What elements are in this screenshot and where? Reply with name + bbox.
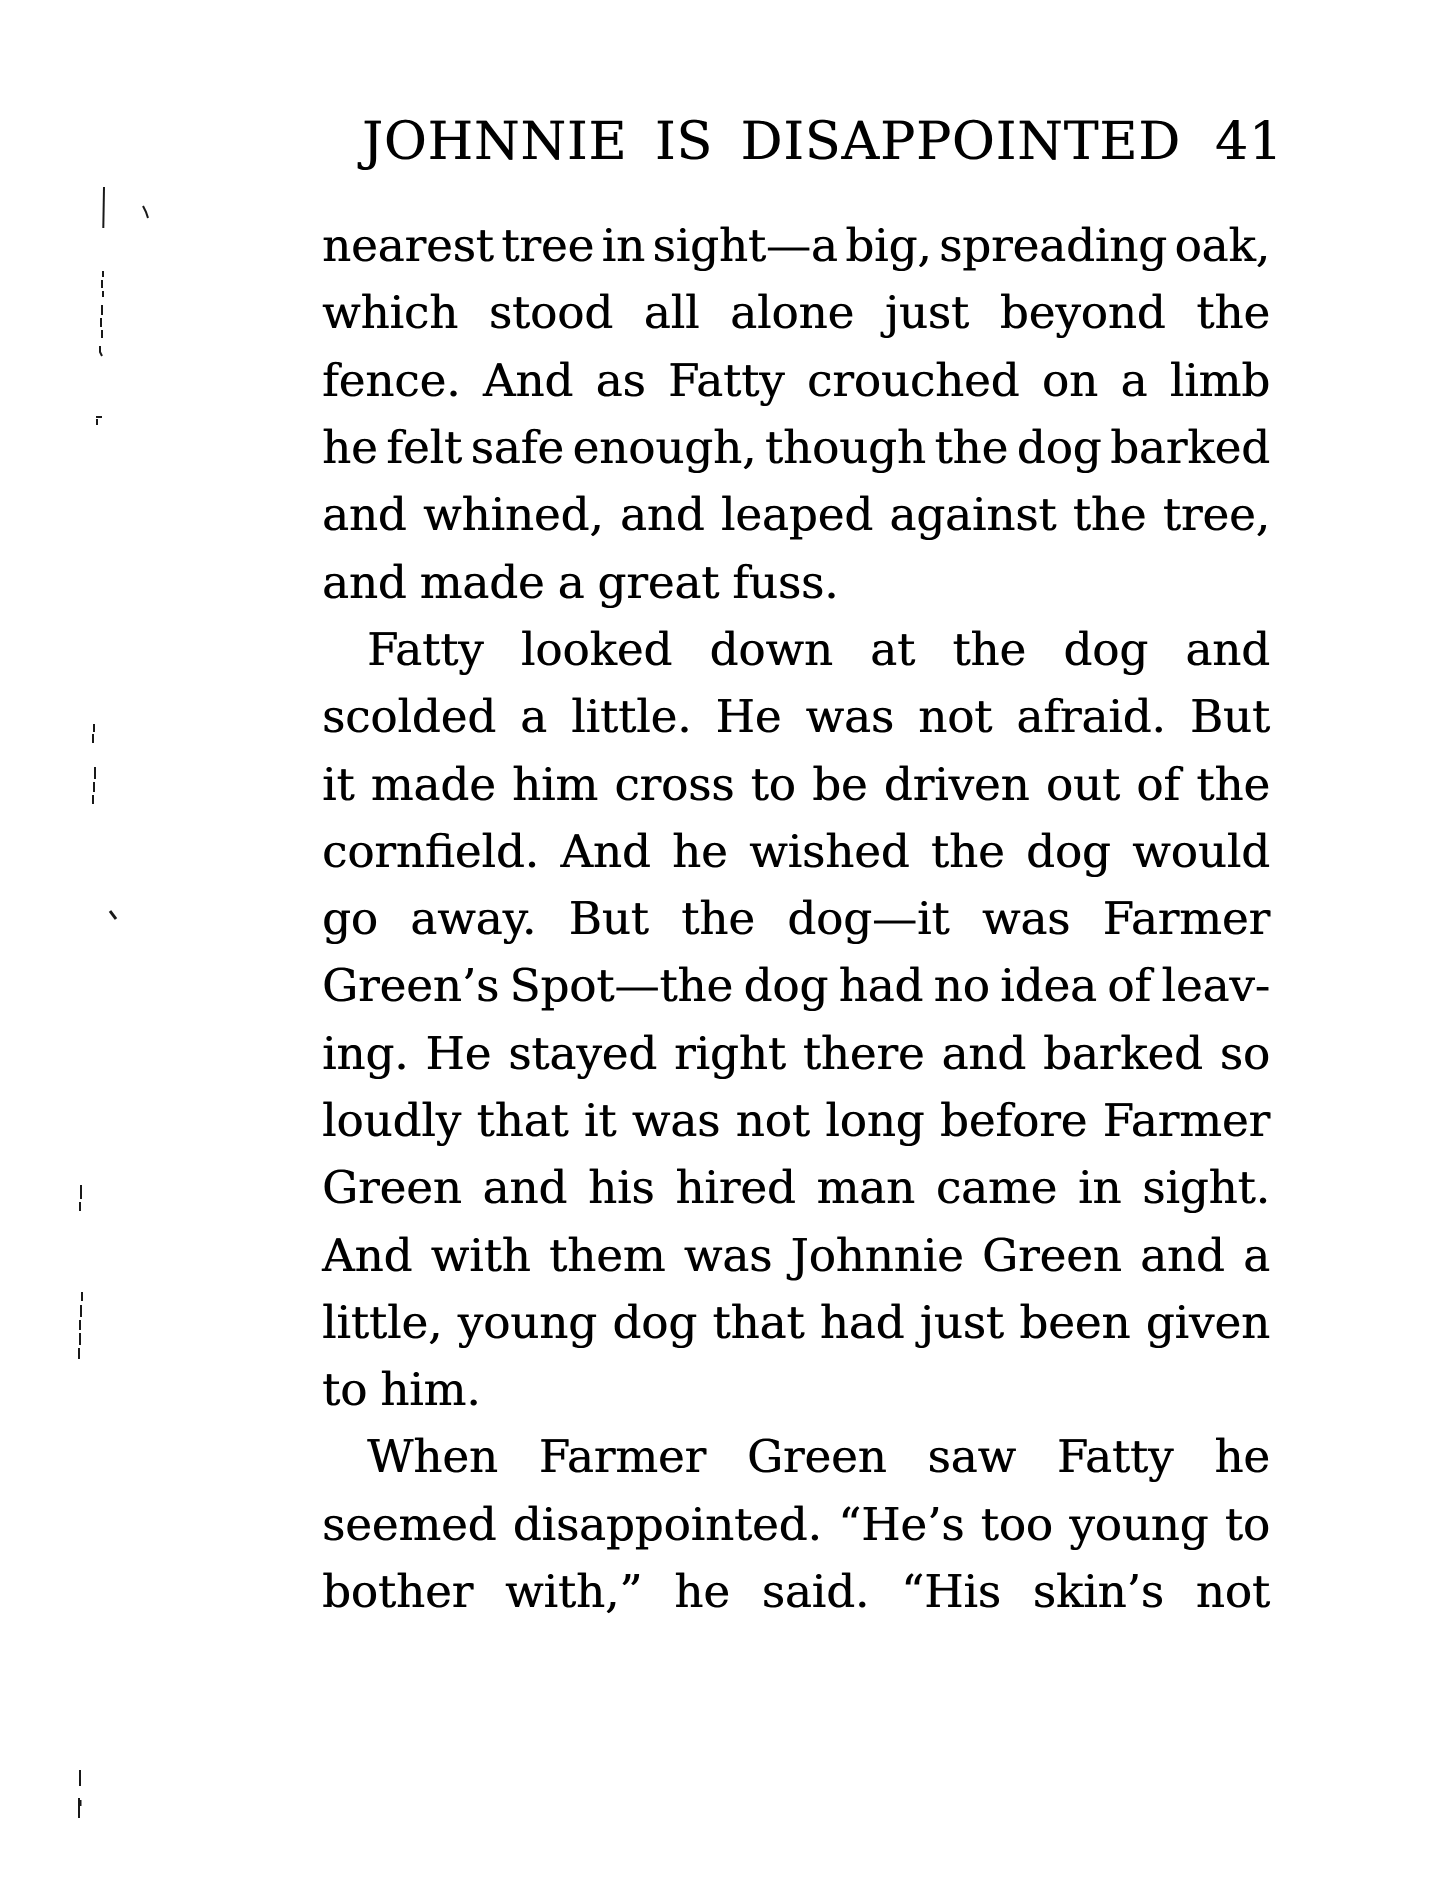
word: hired — [675, 1161, 796, 1215]
text-line — [322, 1289, 1270, 1356]
word: be — [812, 757, 868, 811]
word: bother — [322, 1565, 474, 1619]
word: in — [1078, 1161, 1122, 1215]
word: the — [934, 421, 1009, 475]
word: the — [681, 892, 755, 946]
word: He — [715, 690, 782, 744]
word: the — [952, 622, 1027, 676]
word: was — [631, 1094, 721, 1147]
word: away. — [410, 892, 537, 946]
word: Johnnie — [790, 1228, 964, 1282]
word: made — [370, 757, 496, 811]
word: been — [1019, 1295, 1131, 1349]
word: felt — [386, 421, 463, 475]
word: dog — [1026, 824, 1111, 878]
word: which — [322, 286, 459, 340]
word: so — [1219, 1026, 1270, 1080]
word: seemed — [322, 1497, 497, 1551]
word: not — [735, 1094, 810, 1147]
word: nearest — [322, 219, 494, 273]
word: But — [568, 892, 649, 946]
word: beyond — [999, 286, 1166, 340]
word: and — [482, 1161, 568, 1215]
word: and — [1185, 622, 1270, 676]
word: the — [1072, 488, 1147, 542]
word: him. — [380, 1363, 481, 1417]
word: he — [1214, 1430, 1270, 1484]
word: skin’s — [1032, 1565, 1164, 1619]
margin-artifact — [143, 206, 148, 218]
word: loudly — [322, 1094, 462, 1147]
text-line — [322, 885, 1270, 952]
word: he — [322, 421, 378, 475]
word: in — [601, 219, 646, 273]
word: not — [1195, 1565, 1270, 1619]
word: young — [1069, 1497, 1209, 1551]
text-line — [322, 347, 1270, 414]
word: And — [560, 824, 651, 878]
word: idea — [1000, 959, 1097, 1013]
word: safe — [470, 421, 564, 475]
word: But — [1189, 690, 1270, 744]
word: to — [750, 757, 796, 811]
word: the — [1196, 757, 1270, 811]
word: the — [930, 824, 1005, 878]
word: just — [884, 286, 969, 340]
word: man — [816, 1161, 915, 1215]
word: ing. — [322, 1026, 409, 1080]
word: though — [764, 421, 926, 475]
word: little, — [322, 1295, 443, 1349]
word: he — [672, 824, 728, 878]
word: and — [619, 488, 705, 542]
word: stood — [488, 286, 614, 340]
text-line — [322, 1020, 1270, 1087]
margin-artifact — [80, 1185, 81, 1211]
text-line — [322, 414, 1270, 481]
word: the — [1196, 286, 1270, 340]
text-line — [322, 1087, 1270, 1154]
text-line — [322, 481, 1270, 548]
word: barked — [1110, 421, 1270, 475]
word: and — [322, 555, 407, 609]
word: he — [674, 1565, 730, 1619]
word: crouched — [807, 353, 1020, 407]
word: against — [889, 488, 1057, 542]
text-line — [322, 1356, 1270, 1423]
word: Green — [982, 1228, 1122, 1282]
text-line — [367, 1423, 1270, 1490]
word: disappointed. — [512, 1497, 822, 1551]
word: saw — [927, 1430, 1016, 1484]
word: no — [933, 959, 990, 1013]
word: Farmer — [538, 1430, 707, 1484]
word: looked — [520, 622, 673, 676]
word: stayed — [508, 1026, 658, 1080]
word: great — [597, 555, 720, 609]
text-line — [322, 952, 1270, 1019]
text-line — [322, 683, 1270, 750]
word: of — [1136, 757, 1181, 811]
margin-artifact — [79, 1292, 82, 1359]
word: given — [1145, 1295, 1270, 1349]
word: go — [322, 892, 378, 946]
word: them — [549, 1228, 666, 1282]
word: there — [802, 1026, 925, 1080]
margin-artifact — [100, 346, 102, 356]
word: all — [643, 286, 700, 340]
margin-artifact — [103, 187, 104, 228]
word: as — [595, 353, 646, 407]
word: young — [457, 1295, 597, 1349]
word: sight—a — [652, 219, 838, 273]
text-line — [322, 212, 1270, 279]
word: Farmer — [1102, 892, 1270, 946]
word: enough, — [572, 421, 757, 475]
word: tree, — [1162, 488, 1270, 542]
text-line — [322, 750, 1270, 817]
word: with,” — [505, 1565, 643, 1619]
text-line — [367, 616, 1270, 683]
margin-artifact — [93, 767, 95, 804]
word: it — [322, 757, 355, 811]
word: scolded — [322, 690, 497, 744]
word: Farmer — [1102, 1094, 1270, 1147]
word: Green — [322, 1161, 462, 1215]
word: oak, — [1174, 219, 1270, 273]
word: And — [322, 1228, 413, 1282]
word: out — [1045, 757, 1120, 811]
chapter-title: JOHNNIE IS DISAPPOINTED — [362, 112, 1181, 172]
word: just — [919, 1295, 1004, 1349]
word: said. — [761, 1565, 870, 1619]
margin-artifact — [96, 417, 102, 425]
word: not — [918, 690, 993, 744]
word: before — [939, 1094, 1088, 1147]
word: his — [588, 1161, 655, 1215]
word: a — [1120, 353, 1148, 407]
word: cornfield. — [322, 824, 539, 878]
margin-artifact — [110, 911, 116, 919]
word: too — [980, 1497, 1053, 1551]
text-line — [322, 279, 1270, 346]
word: of — [1107, 959, 1151, 1013]
word: Fatty — [367, 622, 484, 676]
word: fuss. — [732, 555, 839, 609]
word: “He’s — [838, 1497, 965, 1551]
body-text — [322, 212, 1270, 1625]
word: would — [1132, 824, 1270, 878]
word: whined, — [422, 488, 604, 542]
word: alone — [730, 286, 855, 340]
word: him — [511, 757, 599, 811]
word: Green — [746, 1430, 887, 1484]
word: right — [674, 1026, 786, 1080]
word: He — [425, 1026, 492, 1080]
word: dog—it — [787, 892, 950, 946]
word: came — [935, 1161, 1058, 1215]
word: dog — [1063, 622, 1149, 676]
word: tree — [501, 219, 595, 273]
word: with — [430, 1228, 531, 1282]
word: dog — [612, 1295, 698, 1349]
word: “His — [901, 1565, 1001, 1619]
running-header — [322, 114, 1283, 170]
word: dog — [1016, 421, 1102, 475]
word: and — [322, 488, 407, 542]
word: down — [709, 622, 833, 676]
word: and — [941, 1026, 1027, 1080]
text-line — [322, 1154, 1270, 1221]
word: had — [838, 959, 924, 1013]
word: was — [683, 1228, 773, 1282]
word: little. — [571, 690, 692, 744]
word: to — [322, 1363, 368, 1417]
word: When — [367, 1430, 498, 1484]
word: Spot—the — [509, 959, 734, 1013]
word: barked — [1043, 1026, 1203, 1080]
text-line — [322, 1221, 1270, 1288]
word: had — [819, 1295, 905, 1349]
margin-artifact-group — [78, 187, 148, 1818]
word: was — [981, 892, 1071, 946]
margin-artifact — [78, 1800, 82, 1806]
word: spreading — [939, 219, 1167, 273]
margin-artifact — [93, 724, 94, 743]
word: that — [712, 1295, 805, 1349]
word: Fatty — [1056, 1430, 1174, 1484]
word: made — [419, 555, 545, 609]
page-number: 41 — [1214, 112, 1283, 172]
word: leaped — [720, 488, 874, 542]
word: sight. — [1142, 1161, 1270, 1215]
word: on — [1041, 353, 1098, 407]
word: wished — [749, 824, 910, 878]
word: leav- — [1161, 959, 1270, 1013]
word: a — [520, 690, 547, 744]
text-line — [322, 1491, 1270, 1558]
word: fence. — [322, 353, 461, 407]
text-line — [322, 1558, 1270, 1625]
word: cross — [614, 757, 735, 811]
text-line — [322, 548, 1270, 615]
word: long — [825, 1094, 925, 1147]
word: at — [870, 622, 916, 676]
word: afraid. — [1016, 690, 1166, 744]
word: it — [583, 1094, 617, 1147]
margin-artifact — [101, 305, 102, 338]
margin-artifact — [102, 271, 103, 297]
word: and — [1140, 1228, 1225, 1282]
word: Fatty — [667, 353, 785, 407]
word: driven — [883, 757, 1030, 811]
word: limb — [1169, 353, 1270, 407]
word: was — [805, 690, 894, 744]
word: big, — [845, 219, 932, 273]
word: And — [482, 353, 574, 407]
word: Green’s — [322, 959, 500, 1013]
word: a — [1243, 1228, 1270, 1282]
word: a — [557, 555, 585, 609]
text-line — [322, 818, 1270, 885]
word: dog — [743, 959, 829, 1013]
word: that — [476, 1094, 569, 1147]
word: to — [1224, 1497, 1270, 1551]
